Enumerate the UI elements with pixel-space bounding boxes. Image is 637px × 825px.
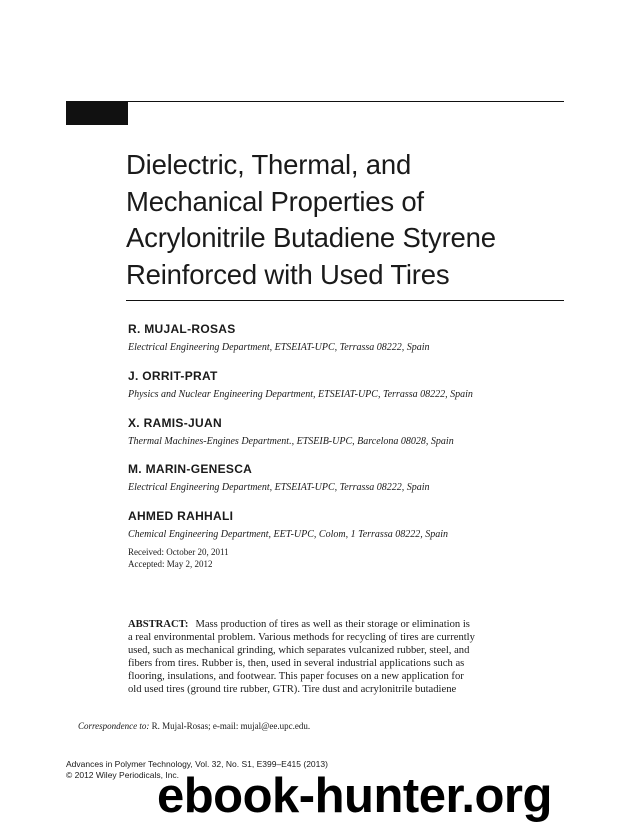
author-affiliation: Chemical Engineering Department, EET-UPC, Colom, 1 Terrassa 08222, Spain bbox=[128, 529, 448, 540]
watermark: ebook-hunter.org bbox=[157, 769, 552, 823]
abstract-text: Mass production of tires as well as their storage or elimination is bbox=[195, 619, 470, 630]
title-line: Reinforced with Used Tires bbox=[126, 258, 450, 290]
author-affiliation: Physics and Nuclear Engineering Department, ETSEIAT-UPC, Terrassa 08222, Spain bbox=[128, 389, 473, 400]
section-marker-block bbox=[66, 101, 128, 125]
title-rule bbox=[126, 300, 564, 301]
author-block bbox=[128, 509, 568, 541]
author-name: AHMED RAHHALI bbox=[128, 509, 234, 523]
abstract-line: a real environmental problem. Various methods for recycling of tires are currently bbox=[128, 631, 475, 643]
author-name: R. MUJAL-ROSAS bbox=[128, 322, 236, 336]
author-affiliation: Electrical Engineering Department, ETSEIAT-UPC, Terrassa 08222, Spain bbox=[128, 342, 430, 353]
title-line: Acrylonitrile Butadiene Styrene bbox=[126, 222, 496, 253]
title-line: Mechanical Properties of bbox=[126, 185, 424, 217]
copyright-line: © 2012 Wiley Periodicals, Inc. bbox=[66, 769, 180, 780]
author-block bbox=[128, 322, 568, 354]
correspondence-note bbox=[78, 721, 310, 731]
abstract-label: ABSTRACT: bbox=[128, 619, 189, 630]
author-affiliation: Thermal Machines-Engines Department., ETSEIB-UPC, Barcelona 08028, Spain bbox=[128, 436, 454, 447]
author-name: J. ORRIT-PRAT bbox=[128, 369, 218, 383]
correspondence-text: R. Mujal-Rosas; e-mail: mujal@ee.upc.edu. bbox=[151, 721, 311, 731]
abstract-line: used, such as mechanical grinding, which separates vulcanized rubber, steel, and bbox=[128, 644, 470, 656]
author-block bbox=[128, 462, 568, 494]
abstract-line: fibers from tires. Rubber is, then, used in several industrial applications such as bbox=[128, 657, 465, 669]
abstract bbox=[128, 619, 560, 696]
author-block bbox=[128, 416, 568, 448]
author-affiliation: Electrical Engineering Department, ETSEIAT-UPC, Terrassa 08222, Spain bbox=[128, 482, 430, 493]
article-dates bbox=[128, 547, 229, 570]
received-date: Received: October 20, 2011 bbox=[128, 547, 229, 557]
author-name: X. RAMIS-JUAN bbox=[128, 416, 222, 430]
article-title bbox=[126, 147, 576, 293]
title-line: Dielectric, Thermal, and bbox=[126, 149, 412, 180]
correspondence-label: Correspondence to: bbox=[78, 721, 150, 731]
abstract-line: old used tires (ground tire rubber, GTR). Tire dust and acrylonitrile butadiene bbox=[128, 683, 457, 695]
accepted-date: Accepted: May 2, 2012 bbox=[128, 558, 213, 569]
author-block bbox=[128, 369, 568, 401]
journal-citation: Advances in Polymer Technology, Vol. 32, No. S1, E399–E415 (2013) bbox=[66, 759, 328, 769]
top-rule bbox=[66, 101, 564, 102]
author-name: M. MARIN-GENESCA bbox=[128, 462, 253, 476]
abstract-line: flooring, insulations, and footwear. This paper focuses on a new application for bbox=[128, 670, 464, 682]
abstract-line bbox=[128, 619, 560, 632]
